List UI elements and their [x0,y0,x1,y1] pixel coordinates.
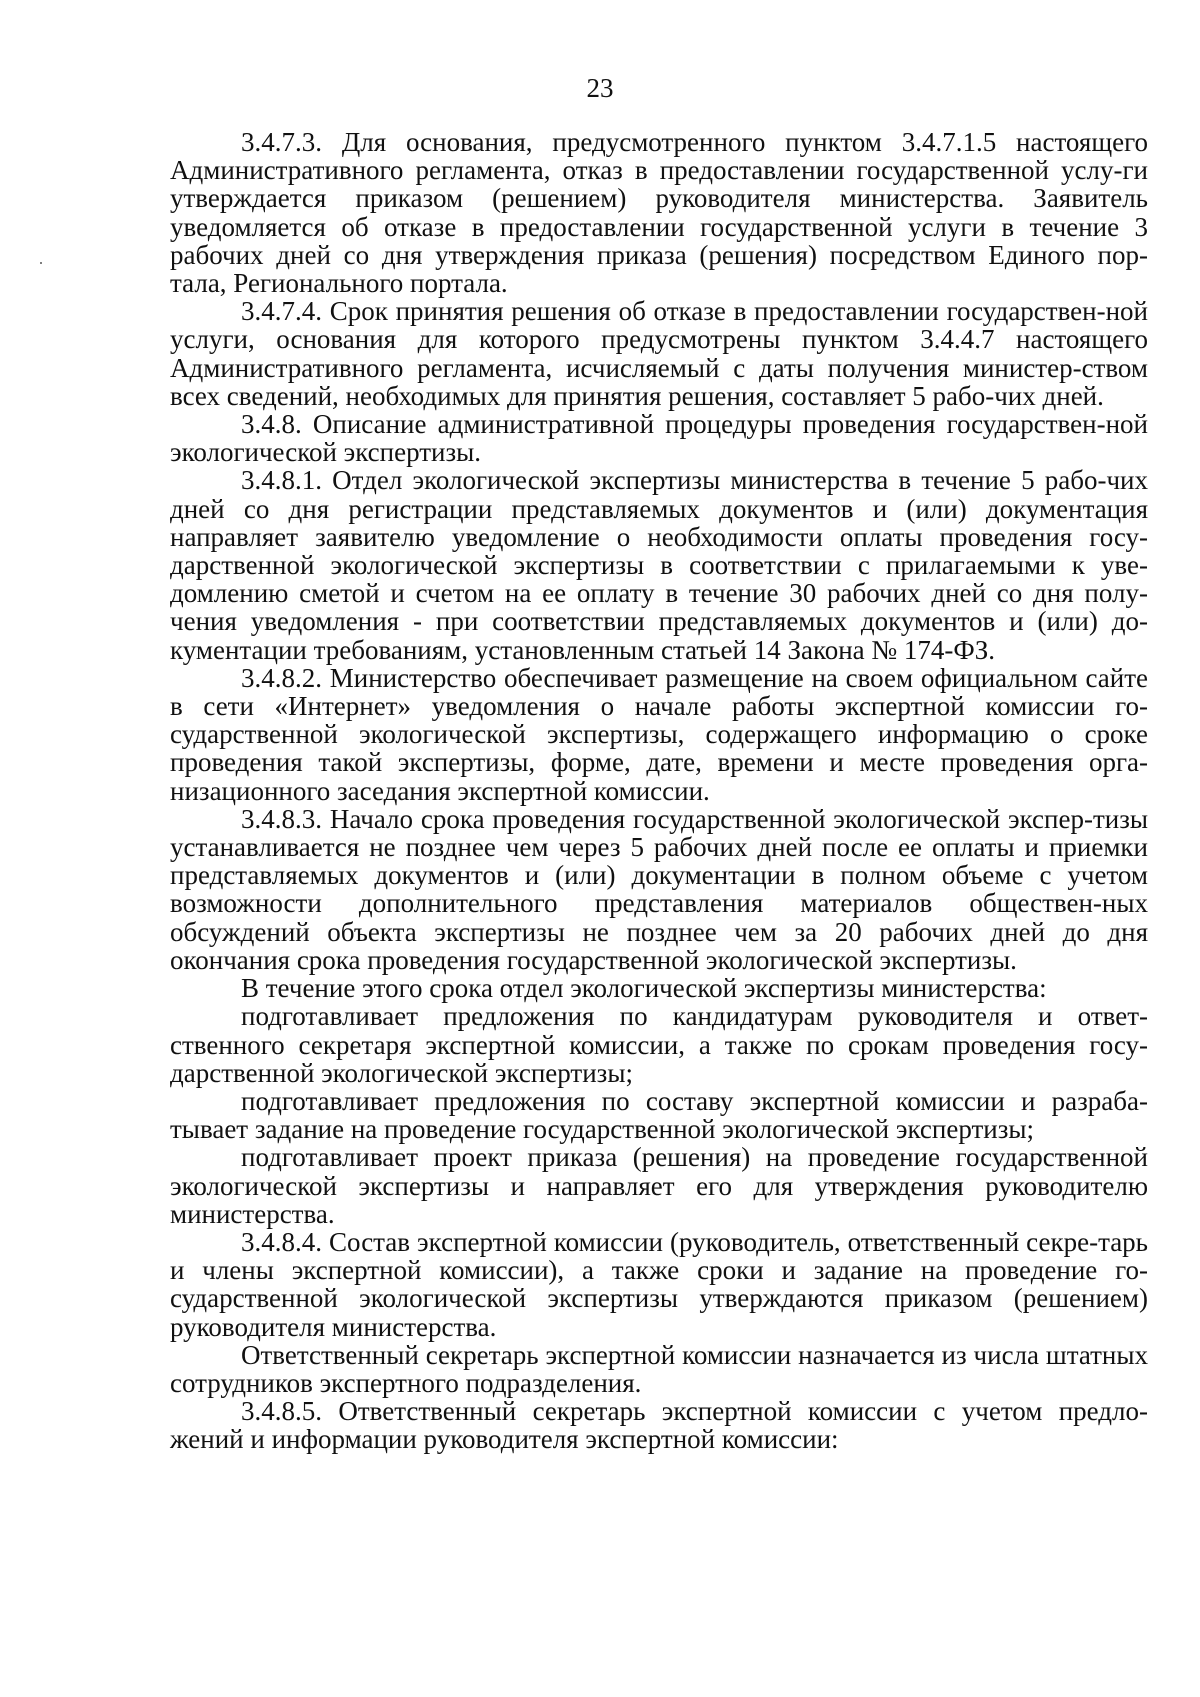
regulation-text [170,128,1148,1454]
paragraph-3-4-8-5: 3.4.8.5. Ответственный секретарь экспертной комиссии с учетом предло-жений и информации руководителя экспертной комиссии: [170,1396,1148,1455]
paragraph-3-4-8-1: 3.4.8.1. Отдел экологической экспертизы министерства в течение 5 рабо-чих дней со дня регистрации представляемых документов и (или) документация направляет заявителю уведомление о необходимости оплаты проведения госу-дарственной экологической экспертизы в соответствии с прилагаемыми к уве-домлению сметой и счетом на ее оплату в течение 30 рабочих дней со дня полу-чения уведомления - при соответствии представляемых документов и (или) до-кументации требованиям, установленным статьей 14 Закона № 174-ФЗ. [170,465,1148,665]
paragraph-list-item-3: подготавливает проект приказа (решения) на проведение государственной экологической экспертизы и направляет его для утверждения руководителю министерства. [170,1142,1148,1229]
scan-speck [40,262,42,264]
paragraph-3-4-8: 3.4.8. Описание административной процедуры проведения государствен-ной экологической экспертизы. [170,409,1148,468]
paragraph-3-4-8-4: 3.4.8.4. Состав экспертной комиссии (руководитель, ответственный секре-тарь и члены экспертной комиссии), а также сроки и задание на проведение го-сударственной экологической экспертизы утверждаются приказом (решением) руководителя министерства. [170,1226,1148,1342]
paragraph-secretary-appointment: Ответственный секретарь экспертной комиссии назначается из числа штатных сотрудников экспертного подразделения. [170,1339,1148,1398]
paragraph-during-period: В течение этого срока отдел экологической экспертизы министерства: [241,973,1047,1004]
paragraph-3-4-7-3: 3.4.7.3. Для основания, предусмотренного пунктом 3.4.7.1.5 настоящего Административного регламента, отказ в предоставлении государственной услу-ги утверждается приказом (решением) руководителя министерства. Заявитель уведомляется об отказе в предоставлении государственной услуги в течение 3 рабочих дней со дня утверждения приказа (решения) посредством Единого пор-тала, Регионального портала. [170,127,1148,299]
paragraph-3-4-8-2: 3.4.8.2. Министерство обеспечивает размещение на своем официальном сайте в сети «Интернет» уведомления о начале работы экспертной комиссии го-сударственной экологической экспертизы, содержащего информацию о сроке проведения такой экспертизы, форме, дате, времени и месте проведения орга-низационного заседания экспертной комиссии. [170,662,1148,806]
page-number: 23 [586,73,614,103]
paragraph-list-item-1: подготавливает предложения по кандидатурам руководителя и ответ-ственного секретаря экспертной комиссии, а также по срокам проведения госу-дарственной экологической экспертизы; [170,1001,1148,1088]
paragraph-3-4-8-3: 3.4.8.3. Начало срока проведения государственной экологической экспер-тизы устанавливается не позднее чем через 5 рабочих дней после ее оплаты и приемки представляемых документов и (или) документации в полном объеме с учетом возможности дополнительного представления материалов обществен-ных обсуждений объекта экспертизы не позднее чем за 20 рабочих дней до дня окончания срока проведения государственной экологической экспертизы. [170,803,1148,975]
paragraph-list-item-2: подготавливает предложения по составу экспертной комиссии и разраба-тывает задание на проведение государственной экологической экспертизы; [170,1085,1148,1145]
paragraph-3-4-7-4: 3.4.7.4. Срок принятия решения об отказе в предоставлении государствен-ной услуги, основания для которого предусмотрены пунктом 3.4.4.7 настоящего Административного регламента, исчисляемый с даты получения министер-ством всех сведений, необходимых для принятия решения, составляет 5 рабо-чих дней. [170,296,1148,411]
